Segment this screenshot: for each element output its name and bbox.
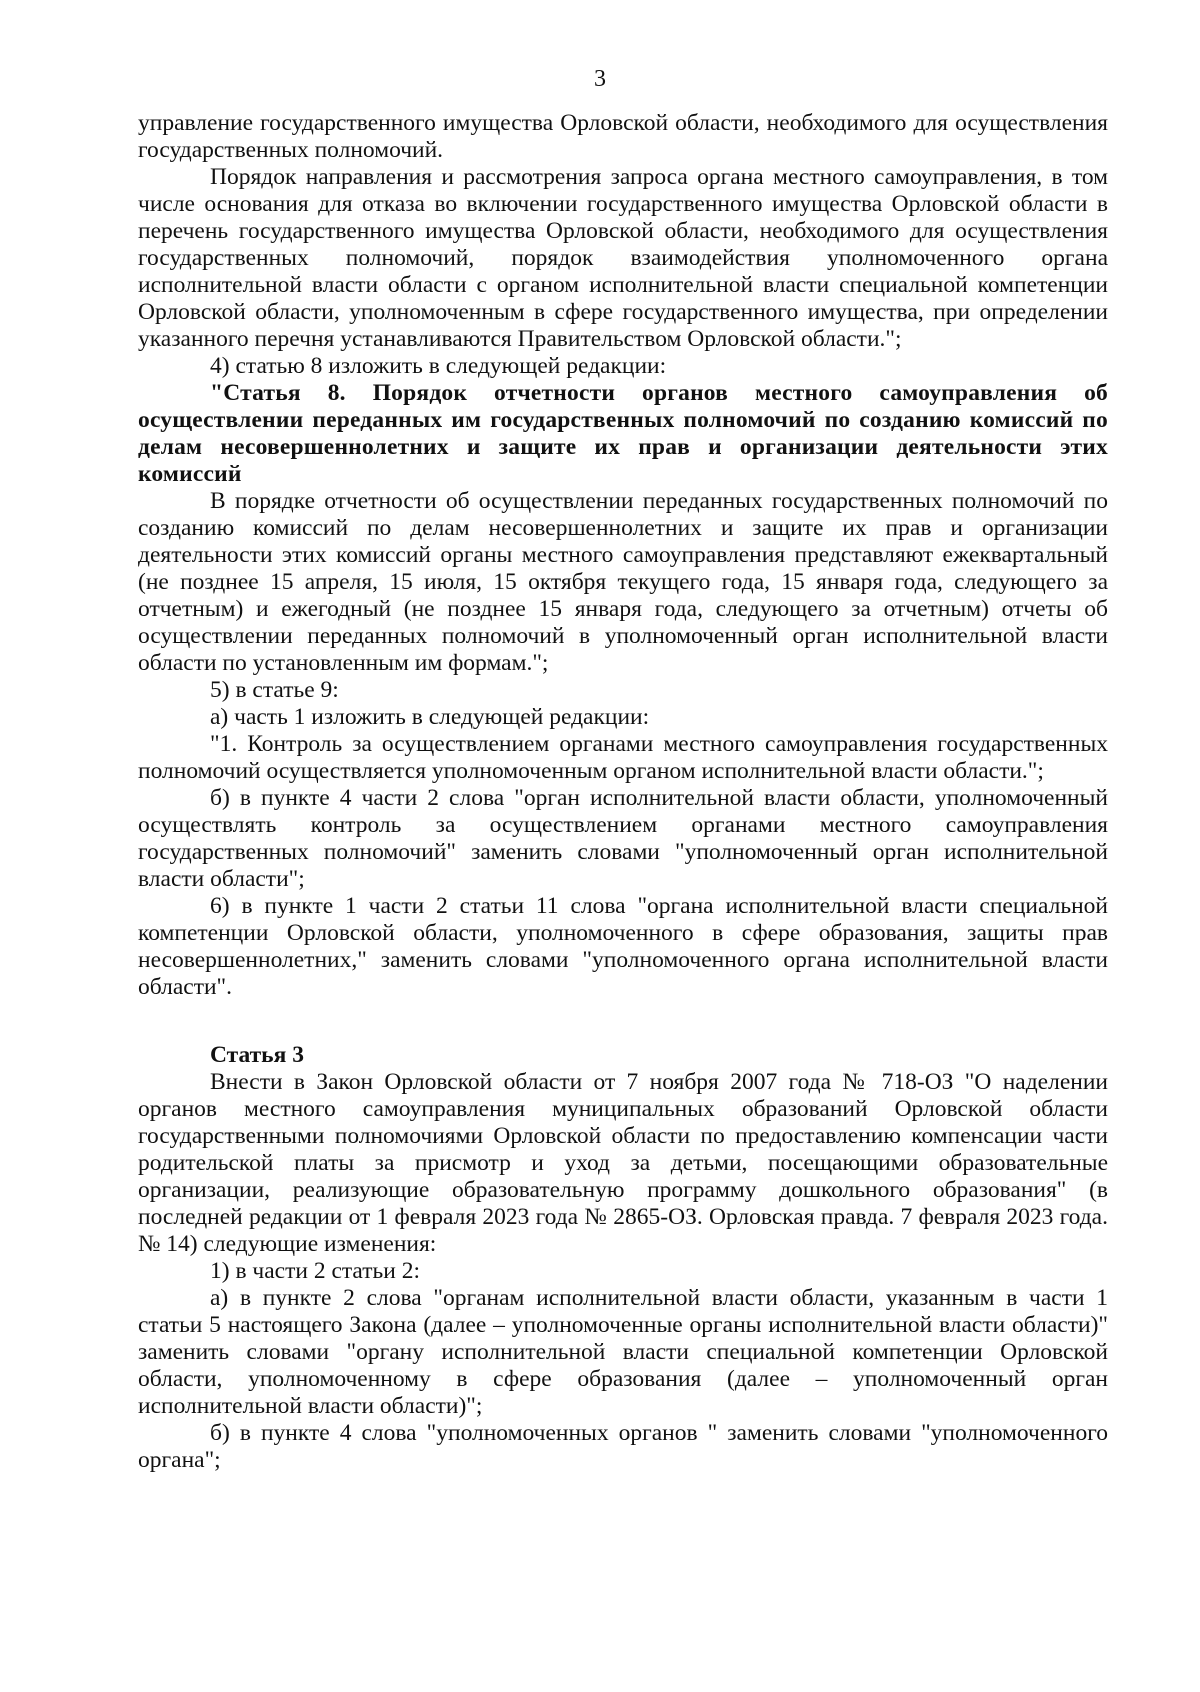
paragraph-item-5a: а) часть 1 изложить в следующей редакции: <box>210 704 650 730</box>
paragraph-article-3-item-1b: б) в пункте 4 слова "уполномоченных органов " заменить словами "уполномоченного органа"; <box>138 1420 1108 1473</box>
paragraph-article-3-item-1a: а) в пункте 2 слова "органам исполнительной власти области, указанным в части 1 статьи 5 настоящего Закона (далее – уполномоченные органы исполнительной власти области)" заменить словами "органу исполнительной власти специальной компетенции Орловской области, уполномоченному в сфере образования (далее – уполномоченный орган исполнительной власти области)"; <box>138 1285 1108 1419</box>
paragraph-item-4: 4) статью 8 изложить в следующей редакции: <box>210 353 667 379</box>
paragraph-article-8-title: "Статья 8. Порядок отчетности органов местного самоуправления об осуществлении переданных им государственных полномочий по созданию комиссий по делам несовершеннолетних и защите их прав и организации деятельности этих комиссий <box>138 380 1108 487</box>
paragraph-control-clause: "1. Контроль за осуществлением органами местного самоуправления государственных полномочий осуществляется уполномоченным органом исполнительной власти области."; <box>138 731 1108 784</box>
paragraph-article-3-item-1: 1) в части 2 статьи 2: <box>210 1258 420 1284</box>
paragraph-reporting-procedure: В порядке отчетности об осуществлении переданных государственных полномочий по созданию комиссий по делам несовершеннолетних и защите их прав и организации деятельности этих комиссий органы местного самоуправления представляют ежеквартальный (не позднее 15 апреля, 15 июля, 15 октября текущего года, 15 января года, следующего за отчетным) и ежегодный (не позднее 15 января года, следующего за отчетным) отчеты об осуществлении переданных полномочий в уполномоченный орган исполнительной власти области по установленным им формам."; <box>138 488 1108 676</box>
document-body <box>138 110 1108 1474</box>
paragraph-item-6: 6) в пункте 1 части 2 статьи 11 слова "органа исполнительной власти специальной компетенции Орловской области, уполномоченного в сфере образования, защиты прав несовершеннолетних," заменить словами "уполномоченного органа исполнительной власти области". <box>138 893 1108 1000</box>
paragraph-continuation: управление государственного имущества Орловской области, необходимого для осуществления государственных полномочий. <box>138 110 1108 163</box>
paragraph-article-3-intro: Внести в Закон Орловской области от 7 ноября 2007 года № 718-ОЗ "О наделении органов местного самоуправления муниципальных образований Орловской области государственными полномочиями Орловской области по предоставлению компенсации части родительской платы за присмотр и уход за детьми, посещающими образовательные организации, реализующие образовательную программу дошкольного образования" (в последней редакции от 1 февраля 2023 года № 2865-ОЗ. Орловская правда. 7 февраля 2023 года. № 14) следующие изменения: <box>138 1069 1108 1257</box>
paragraph-item-5b: б) в пункте 4 части 2 слова "орган исполнительной власти области, уполномоченный осуществлять контроль за осуществлением органами местного самоуправления государственных полномочий" заменить словами "уполномоченный орган исполнительной власти области"; <box>138 785 1108 892</box>
article-3-heading: Статья 3 <box>210 1042 304 1068</box>
page-number: 3 <box>594 66 606 92</box>
paragraph-item-5: 5) в статье 9: <box>210 677 339 703</box>
paragraph-order-procedure: Порядок направления и рассмотрения запроса органа местного самоуправления, в том числе основания для отказа во включении государственного имущества Орловской области в перечень государственного имущества Орловской области, необходимого для осуществления государственных полномочий, порядок взаимодействия уполномоченного органа исполнительной власти области с органом исполнительной власти специальной компетенции Орловской области, уполномоченным в сфере государственного имущества, при определении указанного перечня устанавливаются Правительством Орловской области."; <box>138 164 1108 352</box>
